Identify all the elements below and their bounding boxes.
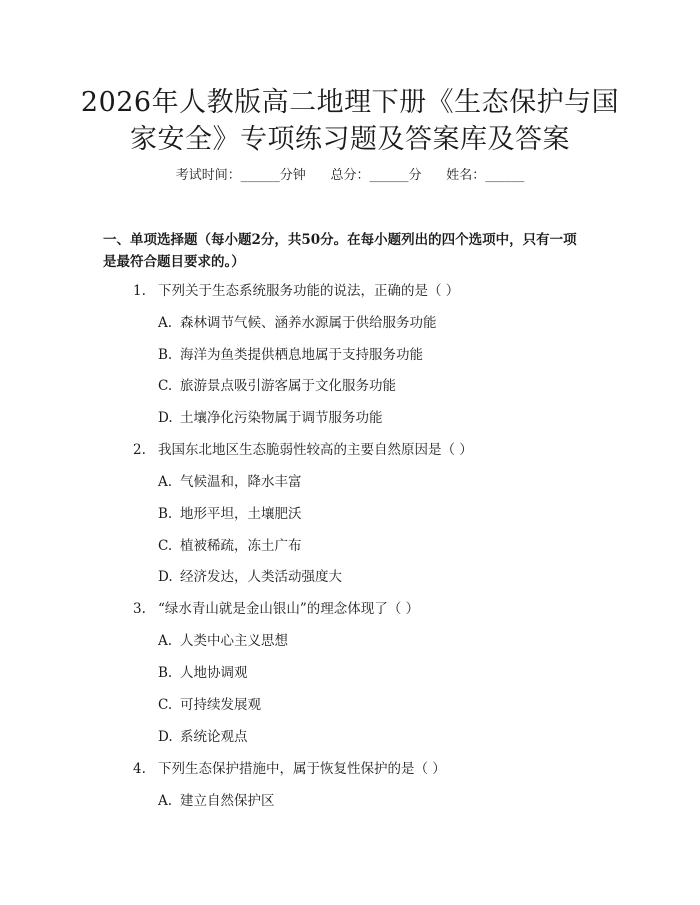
option-letter: B. — [158, 665, 173, 681]
question-text: 我国东北地区生态脆弱性较高的主要自然原因是（ ） — [158, 442, 473, 458]
option-letter: C. — [158, 697, 173, 713]
question-text: 下列生态保护措施中，属于恢复性保护的是（ ） — [158, 761, 446, 777]
question-2-option-d — [158, 567, 342, 587]
option-letter: A. — [158, 474, 173, 490]
option-text: 人类中心主义思想 — [180, 633, 288, 649]
question-4-option-a — [158, 791, 275, 811]
question-text: 下列关于生态系统服务功能的说法，正确的是（ ） — [158, 283, 460, 299]
question-2-option-a — [158, 472, 302, 492]
option-letter: A. — [158, 315, 173, 331]
question-3-option-a — [158, 631, 288, 651]
question-2-option-b — [158, 504, 302, 524]
question-2-option-c — [158, 536, 302, 556]
option-letter: D. — [158, 569, 173, 585]
question-number: 1. — [133, 283, 146, 299]
question-3-option-d — [158, 727, 248, 747]
question-3 — [133, 599, 419, 619]
question-1-option-a — [158, 313, 437, 333]
question-number: 4. — [133, 761, 146, 777]
option-text: 森林调节气候、涵养水源属于供给服务功能 — [180, 315, 437, 331]
question-number: 2. — [133, 442, 146, 458]
option-letter: C. — [158, 538, 173, 554]
option-text: 经济发达，人类活动强度大 — [180, 569, 342, 585]
option-letter: D. — [158, 410, 173, 426]
option-text: 海洋为鱼类提供栖息地属于支持服务功能 — [180, 347, 423, 363]
document-title-line-2: 家安全》专项练习题及答案库及答案 — [130, 124, 570, 155]
option-letter: D. — [158, 729, 173, 745]
section-heading-line-1: 一、单项选择题（每小题2分，共50分。在每小题列出的四个选项中，只有一项 — [103, 232, 577, 248]
option-text: 气候温和，降水丰富 — [180, 474, 302, 490]
question-4 — [133, 759, 446, 779]
option-text: 旅游景点吸引游客属于文化服务功能 — [180, 378, 396, 394]
question-1 — [133, 281, 459, 301]
question-text: “绿水青山就是金山银山”的理念体现了（ ） — [158, 601, 420, 617]
option-letter: A. — [158, 633, 173, 649]
question-3-option-c — [158, 695, 261, 715]
question-3-option-b — [158, 663, 248, 683]
option-letter: A. — [158, 793, 173, 809]
option-letter: B. — [158, 347, 173, 363]
option-text: 土壤净化污染物属于调节服务功能 — [180, 410, 383, 426]
exam-info-line: 考试时间：______分钟 总分：______分 姓名：______ — [175, 168, 525, 183]
section-heading-line-2: 是最符合题目要求的。） — [103, 254, 245, 270]
question-number: 3. — [133, 601, 146, 617]
question-2 — [133, 440, 473, 460]
option-text: 人地协调观 — [180, 665, 248, 681]
option-text: 可持续发展观 — [180, 697, 261, 713]
option-letter: C. — [158, 378, 173, 394]
option-letter: B. — [158, 506, 173, 522]
question-1-option-d — [158, 408, 383, 428]
document-title-line-1: 2026年人教版高二地理下册《生态保护与国 — [80, 87, 620, 118]
question-1-option-b — [158, 345, 423, 365]
option-text: 建立自然保护区 — [180, 793, 275, 809]
question-1-option-c — [158, 376, 396, 396]
option-text: 系统论观点 — [180, 729, 248, 745]
option-text: 地形平坦，土壤肥沃 — [180, 506, 302, 522]
option-text: 植被稀疏，冻土广布 — [180, 538, 302, 554]
